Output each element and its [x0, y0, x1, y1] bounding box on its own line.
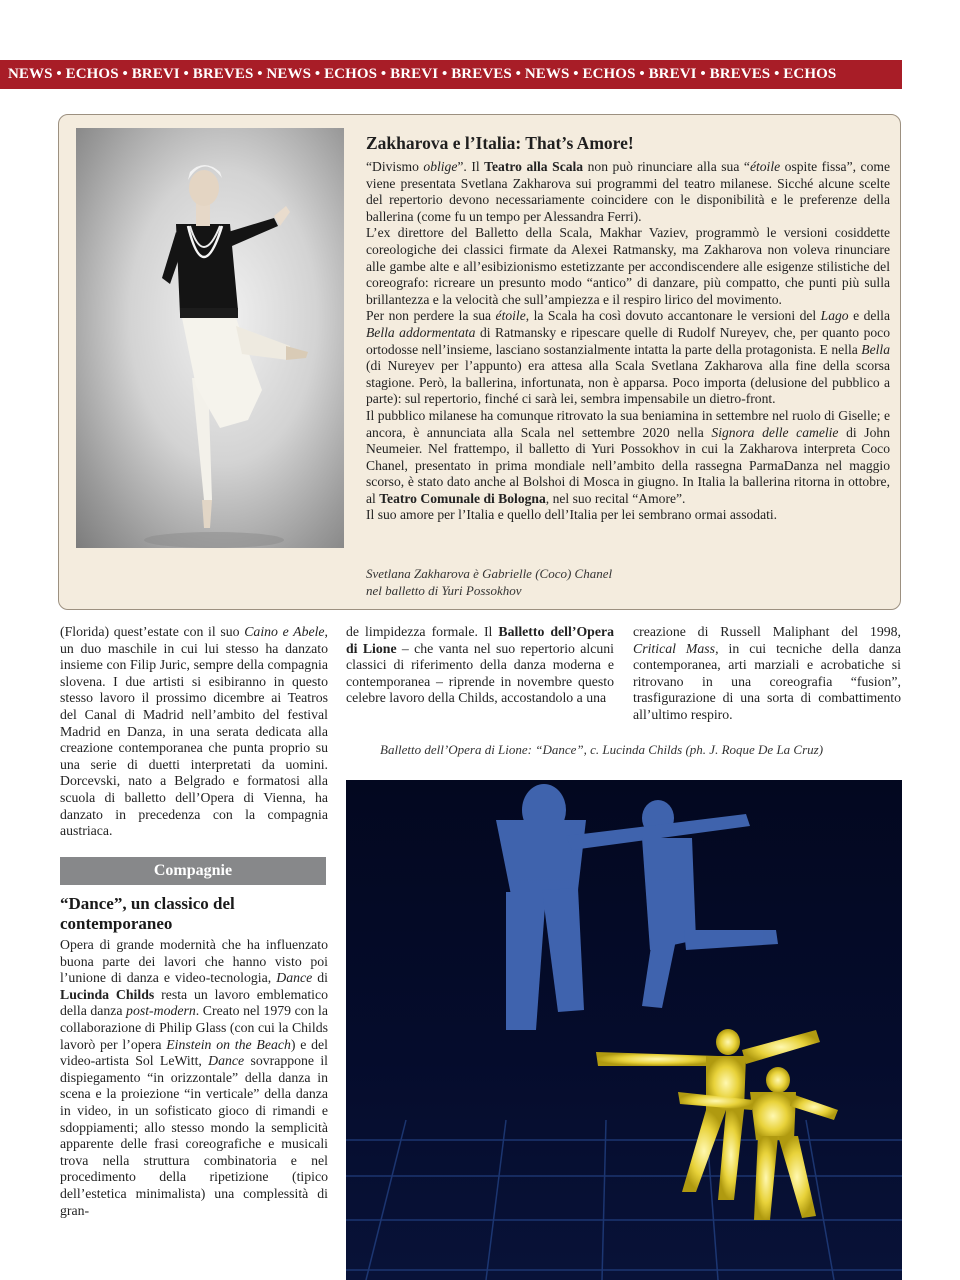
paragraph: Il suo amore per l’Italia e quello dell’Italia per lei sembrano ormai assodati. — [366, 507, 778, 523]
caption-line-2: nel balletto di Yuri Possokhov — [366, 583, 522, 598]
news-banner: NEWS • ECHOS • BREVI • BREVES • NEWS • ECHOS • BREVI • BREVES • NEWS • ECHOS • BREVI • BREVES • ECHOS — [0, 60, 902, 89]
paragraph: Opera di grande modernità che ha influenzato buona parte dei lavori che hanno visto poi l’unione di danza e video-tecnologia, Dance di Lucinda Childs resta un lavoro emblematico della danza post-modern. Creato nel 1979 con la collaborazione di Philip Glass (con cui la Childs lavorò per l’opera Einstein on the Beach) e del video-artista Sol LeWitt, Dance sovrappone il dispiegamento “in orizzontale” della danza in scena e la proiezione “in verticale” della danza in video, in un sofisticato gioco di rimandi e sdoppiamenti; allo stesso mondo la semplicità apparente delle frasi coreografiche e musicali trova nella struttura combinatoria e nel procedimento della ripetizione (tipico dell’estetica minimalista) una complessità di gran- — [60, 937, 329, 1218]
dancer-illustration — [76, 128, 344, 548]
photo-dance-lione — [346, 780, 902, 1280]
paragraph: Per non perdere la sua étoile, la Scala ha così dovuto accantonare le versioni del Lago e della Bella addormentata di Ratmansky e ripescare quelle di Rudolf Nureyev, che, per quanto poco ortodosse nell’insieme, lasciano sostanzialmente intatta la parte della protagonista. E nella Bella (di Nureyev per l’appunto) era attesa alla Scala Svetlana Zakharova alla fine della scorsa stagione. Però, la ballerina, infortunata, non è apparsa. Poco importa (delusione del pubblico a parte): sul repertorio, finché ci sarà lei, sembra impensabile un dietro-front. — [366, 308, 891, 407]
photo-zakharova-chanel — [76, 128, 344, 548]
paragraph: Il pubblico milanese ha comunque ritrovato la sua beniamina in settembre nel ruolo di Giselle; e ancora, è annunciata alla Scala nel settembre 2020 nella Signora delle camelie di John Neumeier. Nel frattempo, il balletto di Yuri Possokhov in cui la Zakharova interpreta Coco Chanel, presentato in prima mondiale nell’ambito della rassegna ParmaDanza nel maggio scorso, è stato dato anche al Bolshoi di Mosca in giugno. In Italia la ballerina ritorna in ottobre, al Teatro Comunale di Bologna, nel suo recital “Amore”. — [366, 407, 890, 506]
paragraph: de limpidezza formale. Il Balletto dell’Opera di Lione – che vanta nel suo repertorio alcuni classici di riferimento della danza moderna e contemporanea – riprende in novembre questo celebre lavoro della Childs, accostandolo a una — [346, 624, 614, 706]
caption-line-1: Svetlana Zakharova è Gabrielle (Coco) Chanel — [366, 566, 613, 581]
article-title: “Dance”, un classico del contemporaneo — [60, 894, 235, 933]
paragraph: L’ex direttore del Balletto della Scala, Makhar Vaziev, programmò le versioni cosiddette coreologiche dei classici firmate da Alexei Ratmansky, ma Zakharova non voleva rinunciare alle gambe alte e all’esibizionismo estetizzante per accondiscendere alle esigenze stilistiche del coreografo: ricreare un presunto modo “antico” di danzare, più compatto, che punti più sulla brillantezza e la velocità che sull’ampiezza e il respiro lirico del movimento. — [366, 225, 890, 307]
column-left-text — [60, 624, 328, 840]
feature-body — [366, 159, 890, 524]
column-right-text — [633, 624, 901, 724]
paragraph: (Florida) quest’estate con il suo Caino e Abele, un duo maschile in cui lui stesso ha danzato insieme con Filip Juric, sempre della compagnia slovena. I due artisti si esibiranno in questo stesso lavoro il prossimo dicembre ai Teatros del Canal di Madrid nell’ambito del festival Madrid en Danza, in una serata dedicata alla creazione contemporanea che punta proprio su una serie di duetti interpretati da uomini. Dorcevski, nato a Belgrado e formatosi alla scuola di balletto dell’Opera di Vienna, ha danzato in precedenza con la compagnia austriaca. — [60, 624, 328, 839]
dance-photo-caption: Balletto dell’Opera di Lione: “Dance”, c. Lucinda Childs (ph. J. Roque De La Cruz) — [380, 742, 824, 757]
paragraph: “Divismo oblige”. Il Teatro alla Scala non può rinunciare alla sua “étoile ospite fissa”, come viene presentata Svetlana Zakharova sui programmi del teatro milanese. Sicché alcune scelte del repertorio devono necessariamente coincidere con le disponibilità e le preferenze della ballerina (come fu un tempo per Alessandra Ferri). — [366, 159, 890, 224]
feature-title: Zakharova e l’Italia: That’s Amore! — [366, 133, 634, 153]
feature-photo-caption — [366, 565, 726, 599]
section-label: Compagnie — [60, 857, 326, 885]
article-body — [60, 937, 328, 1219]
dance-stage-illustration — [346, 780, 902, 1280]
column-middle-text — [346, 624, 614, 707]
paragraph: creazione di Russell Maliphant del 1998, Critical Mass, in cui tecniche della danza contemporanea, arti marziali e acrobatiche si ritrovano in una coreografia “fusion”, trasfigurazione di una sorta di combattimento all’ultimo respiro. — [633, 624, 901, 722]
